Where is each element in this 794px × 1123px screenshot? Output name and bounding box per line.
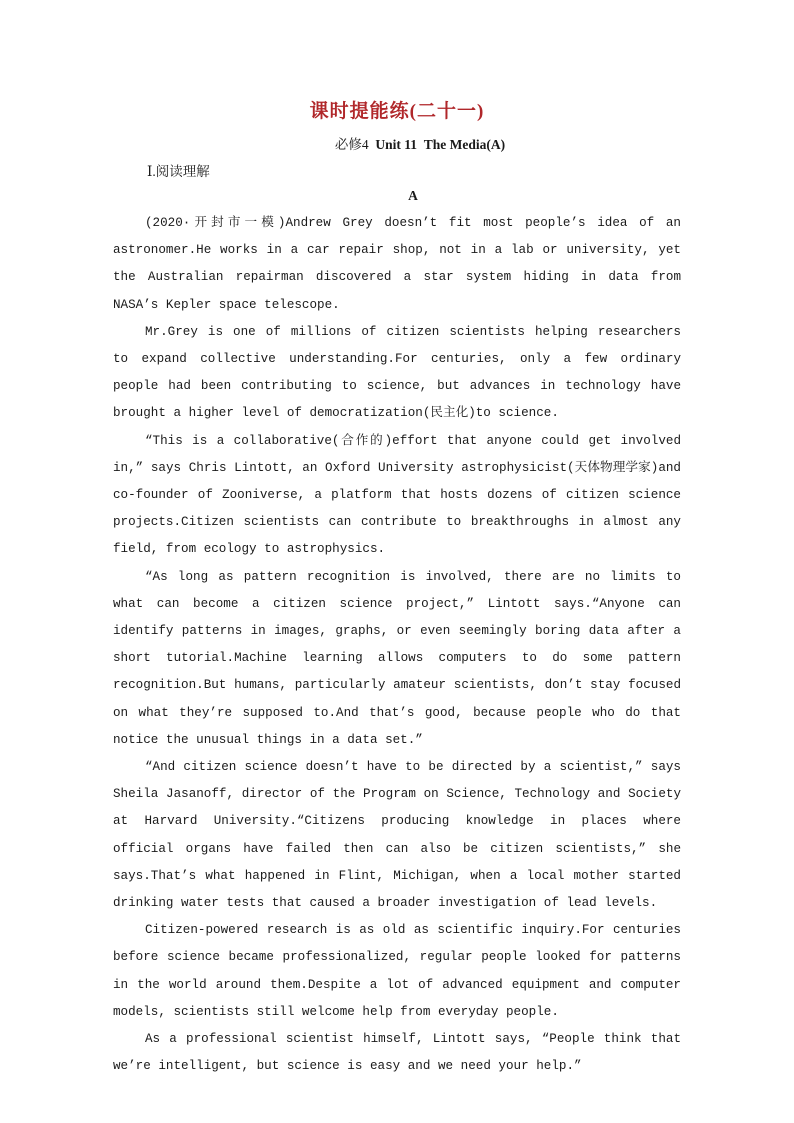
section-heading: Ⅰ.阅读理解 — [147, 164, 210, 179]
paragraph-2: Mr.Grey is one of millions of citizen scientists helping researchers to expand collective understanding.For centuries, only a few ordinary people had been contributing to science, but advances in technology have brought a higher level of democratization(民主化)to science. — [113, 324, 681, 421]
passage-label: A — [408, 188, 418, 203]
subtitle-topic: The Media(A) — [423, 137, 506, 152]
paragraph-7: As a professional scientist himself, Lintott says, “People think that we’re intelligent, but science is easy and we need your help.” — [113, 1032, 681, 1074]
passage-body — [113, 210, 681, 1081]
subtitle-unit: Unit 11 — [375, 137, 417, 152]
subtitle-prefix: 必修4 — [334, 137, 369, 152]
page-subtitle — [0, 133, 794, 153]
paragraph-4: “As long as pattern recognition is involved, there are no limits to what can become a citizen science project,” Lintott says.“Anyone can identify patterns in images, graphs, or even seemingly boring data after a short tutorial.Machine learning allows computers to do some pattern recognition.But humans, particularly amateur scientists, don’t stay focused on what they’re supposed to.And that’s good, because people who do that notice the unusual things in a data set.” — [113, 569, 681, 747]
paragraph-6: Citizen-powered research is as old as scientific inquiry.For centuries before science became professionalized, regular people looked for patterns in the world around them.Despite a lot of advanced equipment and computer models, scientists still welcome help from everyday people. — [113, 923, 681, 1019]
paragraph-1: (2020·开封市一模)Andrew Grey doesn’t fit most people’s idea of an astronomer.He works in a car repair shop, not in a lab or university, yet the Australian repairman discovered a star system hiding in data from NASA’s Kepler space telescope. — [113, 216, 681, 312]
paragraph-5: “And citizen science doesn’t have to be directed by a scientist,” says Sheila Jasanoff, director of the Program on Science, Technology and Society at Harvard University.“Citizens producing knowledge in places where official organs have failed then can also be citizen scientists,” she says.That’s what happened in Flint, Michigan, when a local mother started drinking water tests that caused a broader investigation of lead levels. — [113, 760, 681, 911]
page-title: 课时提能练(二十一) — [309, 101, 485, 122]
paragraph-3: “This is a collaborative(合作的)effort that anyone could get involved in,” says Chris Lintott, an Oxford University astrophysicist(天体物理学家)and co-founder of Zooniverse, a platform that hosts dozens of citizen science projects.Citizen scientists can contribute to breakthroughs in almost any field, from ecology to astrophysics. — [113, 433, 681, 557]
